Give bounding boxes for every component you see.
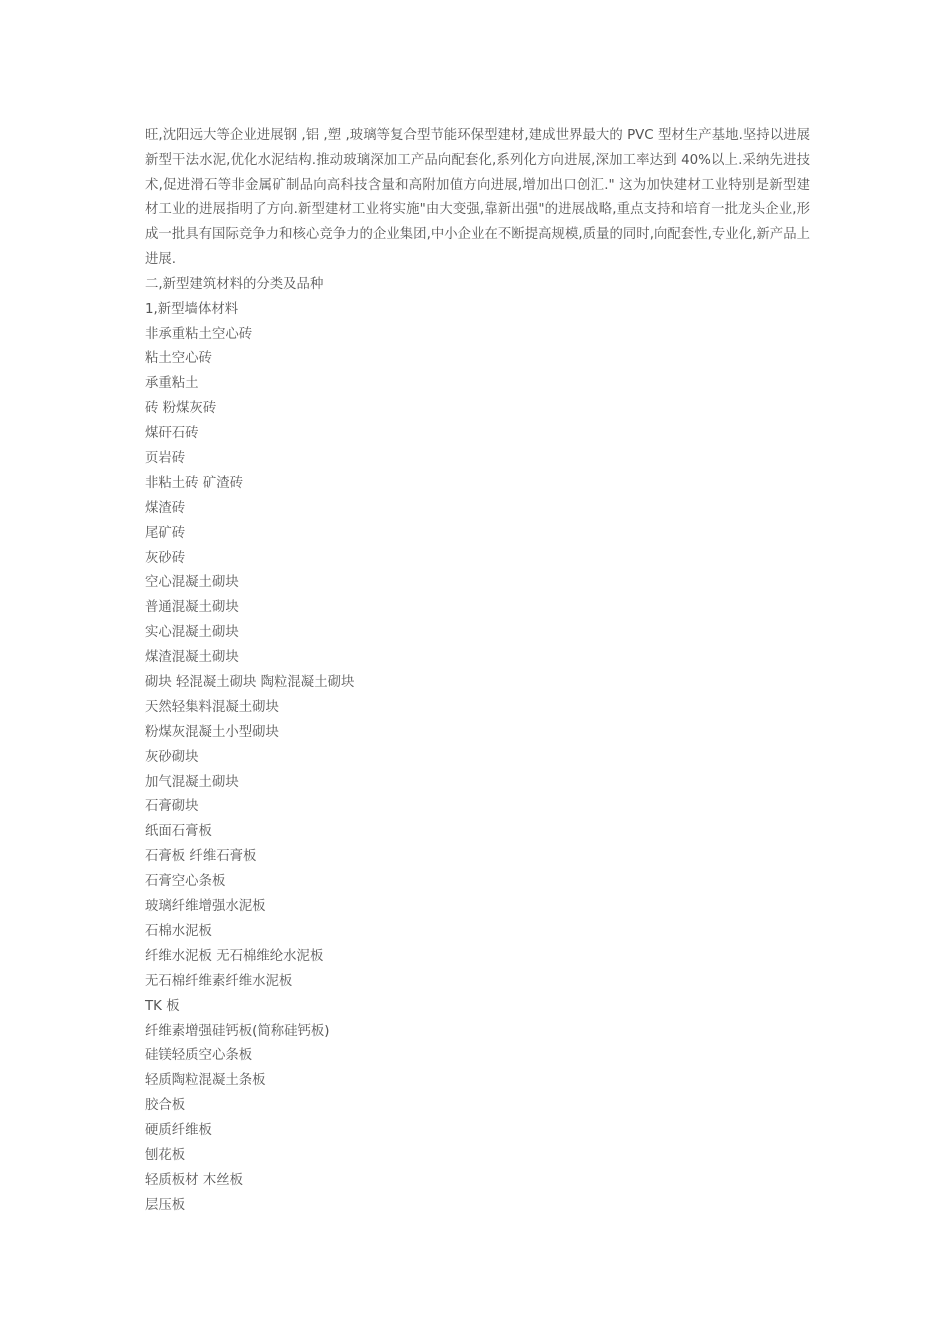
list-item: 承重粘土 bbox=[145, 376, 199, 392]
list-item: 硬质纤维板 bbox=[145, 1123, 212, 1139]
list-item: 尾矿砖 bbox=[145, 525, 186, 541]
list-item: 粘土空心砖 bbox=[145, 351, 212, 367]
list-item: 纤维水泥板 无石棉维纶水泥板 bbox=[145, 948, 324, 964]
list-item: 灰砂砖 bbox=[145, 550, 186, 566]
list-item: 纤维素增强硅钙板(简称硅钙板) bbox=[145, 1023, 330, 1039]
list-item: 加气混凝土砌块 bbox=[145, 774, 239, 790]
list-item: 砖 粉煤灰砖 bbox=[145, 401, 217, 417]
list-item: 天然轻集料混凝土砌块 bbox=[145, 699, 279, 715]
list-item: 煤矸石砖 bbox=[145, 426, 199, 442]
list-item: 粉煤灰混凝土小型砌块 bbox=[145, 724, 279, 740]
list-item: 轻质陶粒混凝土条板 bbox=[145, 1073, 266, 1089]
section-heading: 二,新型建筑材料的分类及品种 bbox=[145, 276, 324, 292]
body-paragraph: 旺,沈阳远大等企业进展钢 ,铝 ,塑 ,玻璃等复合型节能环保型建材,建成世界最大的 PVC 型材生产基地.坚持以进展新型干法水泥,优化水泥结构.推动玻璃深加工产品向配套化,系列化方向进展,深加工率达到 40%以上.采纳先进技术,促进滑石等非金属矿制品向高科技含量和高附加值方向进展,增加出口创汇." 这为加快建材工业特别是新型建材工业的进展指明了方向.新型建材工业将实施"由大变强,靠新出强"的进展战略,重点支持和培育一批龙头企业,形成一批具有国际竞争力和核心竞争力的企业集团,中小企业在不断提高规模,质量的同时,向配套性,专业化,新产品上进展. bbox=[145, 128, 810, 267]
subsection-heading: 1,新型墙体材料 bbox=[145, 301, 239, 317]
list-item: 无石棉纤维素纤维水泥板 bbox=[145, 973, 293, 989]
list-item: 页岩砖 bbox=[145, 451, 186, 467]
list-item: 非粘土砖 矿渣砖 bbox=[145, 475, 243, 491]
list-item: 石棉水泥板 bbox=[145, 923, 212, 939]
list-item: 石膏空心条板 bbox=[145, 874, 226, 890]
document-page bbox=[145, 124, 810, 1219]
list-item: 石膏板 纤维石膏板 bbox=[145, 849, 257, 865]
list-item: 砌块 轻混凝土砌块 陶粒混凝土砌块 bbox=[145, 675, 355, 691]
list-item: 纸面石膏板 bbox=[145, 824, 212, 840]
list-item: 石膏砌块 bbox=[145, 799, 199, 815]
list-item: 空心混凝土砌块 bbox=[145, 575, 239, 591]
list-item: 非承重粘土空心砖 bbox=[145, 326, 253, 342]
list-item: 玻璃纤维增强水泥板 bbox=[145, 899, 266, 915]
list-item: 胶合板 bbox=[145, 1098, 186, 1114]
list-item: 层压板 bbox=[145, 1197, 186, 1213]
list-item: TK 板 bbox=[145, 998, 180, 1014]
list-item: 硅镁轻质空心条板 bbox=[145, 1048, 253, 1064]
list-item: 实心混凝土砌块 bbox=[145, 625, 239, 641]
list-item: 煤渣混凝土砌块 bbox=[145, 650, 239, 666]
list-item: 普通混凝土砌块 bbox=[145, 600, 239, 616]
material-list bbox=[145, 323, 810, 1219]
list-item: 刨花板 bbox=[145, 1147, 186, 1163]
list-item: 煤渣砖 bbox=[145, 500, 186, 516]
list-item: 轻质板材 木丝板 bbox=[145, 1172, 243, 1188]
list-item: 灰砂砌块 bbox=[145, 749, 199, 765]
